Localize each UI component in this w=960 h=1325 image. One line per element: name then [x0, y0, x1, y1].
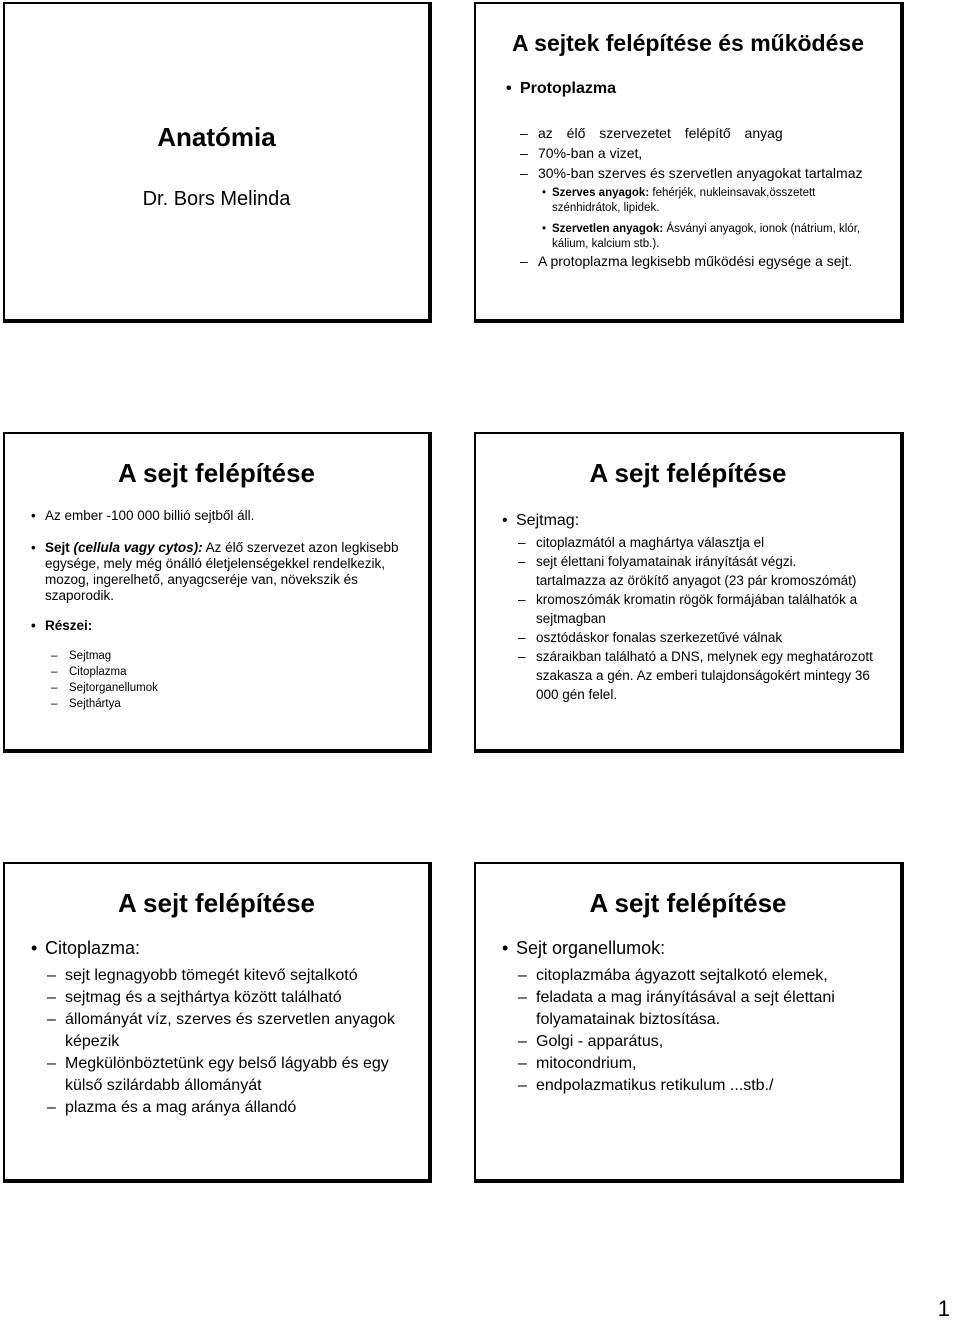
- list-item: – mitocondrium,: [518, 1053, 888, 1075]
- list-item: [540, 186, 870, 216]
- slide-heading: A sejt felépítése: [589, 458, 787, 488]
- list-item: – 70%-ban a vizet,: [520, 143, 880, 163]
- item-text: tartalmazza az örökítő anyagot (23 pár kromoszómát): [536, 573, 857, 588]
- term: Sejt: [45, 540, 70, 555]
- list-item: • Az ember -100 000 billió sejtből áll.: [27, 508, 407, 524]
- sub-label: Szervetlen anyagok:: [552, 223, 664, 235]
- sub-label: Szerves anyagok:: [552, 187, 650, 199]
- list-item: – Golgi - apparátus,: [518, 1031, 888, 1053]
- bullet-protoplazma: • Protoplazma: [502, 80, 616, 98]
- part-item: – Sejthártya: [51, 696, 351, 712]
- definition: Az élő szervezet azon legkisebb egysége, mely még önálló életjelenségekkel rendelkezik, mozog, ingerelhető, anyagcseréje van, növekszik és szaporodik.: [45, 540, 399, 603]
- list-item: – plazma és a mag aránya állandó: [47, 1097, 417, 1119]
- sub-text: fehérjék, nukleinsavak,összetett szénhidrátok, lipidek.: [552, 187, 816, 214]
- item-text: sejt élettani folyamatainak irányítását végzi.: [536, 554, 797, 569]
- list-item: – kromoszómák kromatin rögök formájában találhatók a sejtmagban: [518, 590, 888, 628]
- list-item: [540, 222, 870, 252]
- slide-organellumok: [474, 862, 904, 1183]
- slide-citoplazma: [3, 862, 432, 1183]
- slide-title: [3, 2, 432, 323]
- part-item: – Sejtmag: [51, 648, 351, 664]
- list-item: – az élő szervezetet felépítő anyag: [520, 123, 880, 143]
- list-item: • Részei:: [27, 618, 407, 634]
- list-item: [518, 552, 888, 590]
- bullet-sejtmag: • Sejtmag:: [498, 512, 579, 530]
- list-item: – osztódáskor fonalas szerkezetűvé válnak: [518, 628, 888, 647]
- sub-text: Ásványi anyagok, ionok (nátrium, klór, kálium, kalcium stb.).: [552, 223, 861, 250]
- list-item: [27, 540, 407, 604]
- list-item: – sejtmag és a sejthártya között található: [47, 987, 417, 1009]
- list-item: – feladata a mag irányításával a sejt élettani folyamatainak biztosítása.: [518, 987, 888, 1031]
- list-item: – állományát víz, szerves és szervetlen anyagok képezik: [47, 1009, 417, 1053]
- slide-sejt-felepitese-1: [3, 432, 432, 753]
- part-item: – Sejtorganellumok: [51, 680, 351, 696]
- page-number: 1: [937, 1296, 950, 1321]
- list-item: – citoplazmába ágyazott sejtalkotó elemek,: [518, 965, 888, 987]
- list-item: – endpolazmatikus retikulum ...stb./: [518, 1075, 888, 1097]
- list-item: – Megkülönböztetünk egy belső lágyabb és egy külső szilárdabb állományát: [47, 1053, 417, 1097]
- part-item: – Citoplazma: [51, 664, 351, 680]
- list-item: – sejt legnagyobb tömegét kitevő sejtalkotó: [47, 965, 417, 987]
- slide-sejtmag: [474, 432, 904, 753]
- slide-protoplazma: [474, 2, 904, 323]
- bullet-citoplazma: • Citoplazma:: [27, 938, 140, 959]
- slide-heading: A sejtek felépítése és működése: [512, 30, 864, 56]
- list-item: – A protoplazma legkisebb működési egysége a sejt.: [520, 251, 880, 271]
- slide-heading: A sejt felépítése: [589, 888, 787, 918]
- slide-heading: A sejt felépítése: [117, 888, 315, 918]
- list-item: – száraikban található a DNS, melynek egy meghatározott szakasza a gén. Az emberi tulajdonságokért mintegy 36 000 gén felel.: [518, 647, 888, 704]
- slide-heading: A sejt felépítése: [117, 458, 315, 488]
- bullet-organellumok: • Sejt organellumok:: [498, 938, 665, 959]
- term-latin: (cellula vagy cytos):: [73, 540, 203, 555]
- list-item: – 30%-ban szerves és szervetlen anyagokat tartalmaz: [520, 163, 880, 183]
- slide-author: Dr. Bors Melinda: [142, 188, 291, 210]
- slide-title-heading: Anatómia: [157, 122, 276, 152]
- list-item: – citoplazmától a maghártya választja el: [518, 533, 888, 552]
